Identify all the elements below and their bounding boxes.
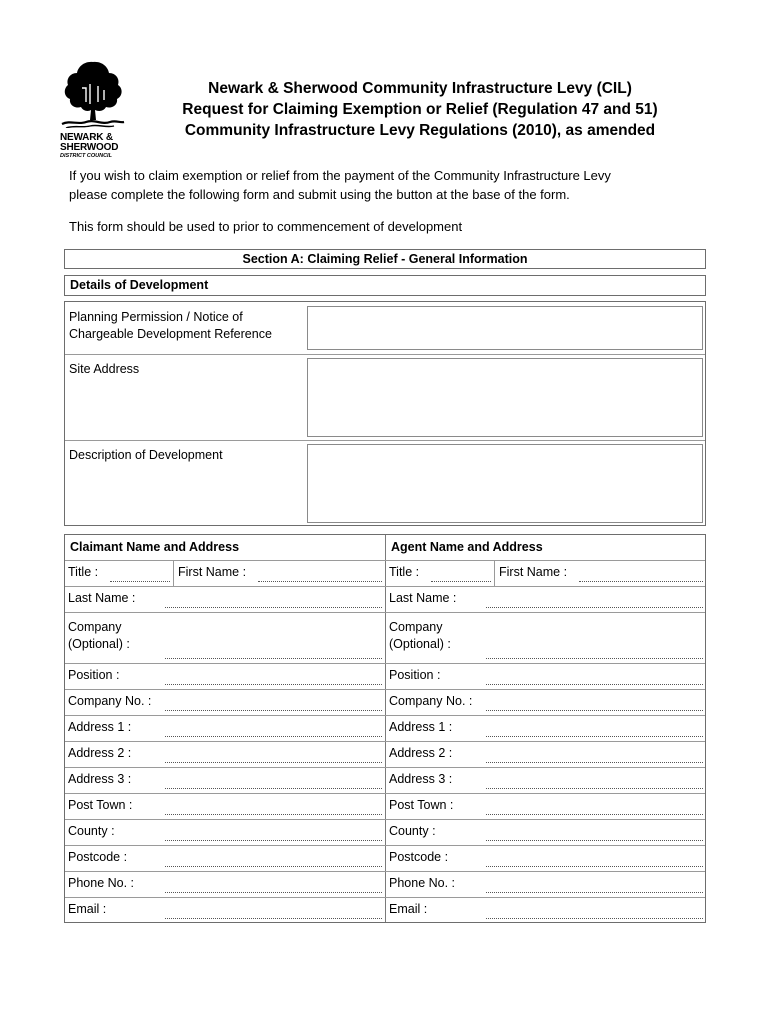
claimant-company-no-field[interactable]	[165, 710, 382, 711]
claimant-postcode-field[interactable]	[165, 866, 382, 867]
site-address-label: Site Address	[69, 362, 140, 376]
agent-address3-field[interactable]	[486, 788, 703, 789]
claimant-address1-field[interactable]	[165, 736, 382, 737]
claimant-company-field[interactable]	[165, 658, 382, 659]
row-divider	[65, 793, 705, 794]
claimant-company-label-line-1: Company	[68, 620, 122, 634]
claimant-company-label	[68, 619, 130, 653]
agent-position-label: Position :	[389, 668, 441, 682]
site-address-field[interactable]	[307, 358, 703, 437]
agent-postcode-field[interactable]	[486, 866, 703, 867]
agent-email-field[interactable]	[486, 918, 703, 919]
title-divider	[494, 560, 495, 586]
agent-company-label-line-1: Company	[389, 620, 443, 634]
agent-first-name-label: First Name :	[499, 565, 568, 579]
claimant-email-field[interactable]	[165, 918, 382, 919]
claimant-company-label-line-2: (Optional) :	[68, 637, 130, 651]
intro-line-3: This form should be used to prior to commencement of development	[69, 219, 463, 234]
agent-phone-field[interactable]	[486, 892, 703, 893]
claimant-address3-label: Address 3 :	[68, 772, 132, 786]
row-divider	[65, 689, 705, 690]
planning-reference-label	[69, 309, 272, 343]
title-line-1: Newark & Sherwood Community Infrastructure Levy (CIL)	[208, 80, 632, 97]
details-heading: Details of Development	[64, 275, 706, 296]
claimant-title-field[interactable]	[110, 581, 170, 582]
agent-last-name-field[interactable]	[486, 607, 703, 608]
description-field[interactable]	[307, 444, 703, 523]
row-divider	[65, 612, 705, 613]
claimant-address3-field[interactable]	[165, 788, 382, 789]
logo-line-1: NEWARK &	[60, 132, 113, 143]
development-details-box	[64, 301, 706, 526]
row-divider	[65, 663, 705, 664]
agent-company-no-field[interactable]	[486, 710, 703, 711]
description-label: Description of Development	[69, 448, 223, 462]
claimant-email-label: Email :	[68, 902, 107, 916]
claimant-post-town-label: Post Town :	[68, 798, 133, 812]
title-line-3: Community Infrastructure Levy Regulations (2010), as amended	[184, 122, 656, 139]
claimant-county-field[interactable]	[165, 840, 382, 841]
claimant-address1-label: Address 1 :	[68, 720, 132, 734]
agent-email-label: Email :	[389, 902, 428, 916]
agent-postcode-label: Postcode :	[389, 850, 449, 864]
page-title	[150, 78, 690, 141]
agent-company-no-label: Company No. :	[389, 694, 473, 708]
agent-address2-label: Address 2 :	[389, 746, 453, 760]
planning-reference-field[interactable]	[307, 306, 703, 350]
agent-address3-label: Address 3 :	[389, 772, 453, 786]
agent-county-label: County :	[389, 824, 436, 838]
agent-post-town-field[interactable]	[486, 814, 703, 815]
row-divider	[65, 871, 705, 872]
claimant-heading: Claimant Name and Address	[70, 540, 240, 554]
claimant-address2-label: Address 2 :	[68, 746, 132, 760]
agent-heading: Agent Name and Address	[391, 540, 543, 554]
agent-address2-field[interactable]	[486, 762, 703, 763]
row-divider	[65, 715, 705, 716]
agent-first-name-field[interactable]	[579, 581, 703, 582]
claimant-first-name-field[interactable]	[258, 581, 382, 582]
agent-company-label	[389, 619, 451, 653]
claimant-last-name-label: Last Name :	[68, 591, 136, 605]
claimant-phone-label: Phone No. :	[68, 876, 135, 890]
planning-reference-label-line-1: Planning Permission / Notice of	[69, 310, 243, 324]
row-divider	[65, 741, 705, 742]
claimant-postcode-label: Postcode :	[68, 850, 128, 864]
claimant-last-name-field[interactable]	[165, 607, 382, 608]
claimant-company-no-label: Company No. :	[68, 694, 152, 708]
council-logo	[60, 58, 130, 160]
agent-title-label: Title :	[389, 565, 420, 579]
claimant-position-field[interactable]	[165, 684, 382, 685]
logo-line-3: DISTRICT COUNCIL	[60, 153, 112, 159]
agent-title-field[interactable]	[431, 581, 491, 582]
claimant-phone-field[interactable]	[165, 892, 382, 893]
claimant-first-name-label: First Name :	[178, 565, 247, 579]
column-divider	[385, 535, 386, 922]
tree-icon	[60, 58, 126, 128]
agent-company-label-line-2: (Optional) :	[389, 637, 451, 651]
row-divider	[65, 819, 705, 820]
agent-address1-label: Address 1 :	[389, 720, 453, 734]
claimant-post-town-field[interactable]	[165, 814, 382, 815]
agent-address1-field[interactable]	[486, 736, 703, 737]
section-a-heading: Section A: Claiming Relief - General Information	[64, 249, 706, 269]
title-divider	[173, 560, 174, 586]
planning-reference-label-line-2: Chargeable Development Reference	[69, 327, 272, 341]
claimant-address2-field[interactable]	[165, 762, 382, 763]
intro-line-2: please complete the following form and submit using the button at the base of the form.	[69, 187, 570, 202]
row-divider	[65, 586, 705, 587]
logo-line-2: SHERWOOD	[60, 142, 119, 153]
row-divider	[65, 767, 705, 768]
claimant-title-label: Title :	[68, 565, 99, 579]
agent-phone-label: Phone No. :	[389, 876, 456, 890]
agent-post-town-label: Post Town :	[389, 798, 454, 812]
claimant-position-label: Position :	[68, 668, 120, 682]
title-line-2: Request for Claiming Exemption or Relief (Regulation 47 and 51)	[182, 101, 658, 118]
agent-last-name-label: Last Name :	[389, 591, 457, 605]
contact-details-table	[64, 534, 706, 923]
divider	[65, 440, 705, 441]
divider	[65, 354, 705, 355]
row-divider	[65, 560, 705, 561]
claimant-county-label: County :	[68, 824, 115, 838]
intro-text	[69, 166, 709, 204]
agent-county-field[interactable]	[486, 840, 703, 841]
agent-position-field[interactable]	[486, 684, 703, 685]
row-divider	[65, 897, 705, 898]
row-divider	[65, 845, 705, 846]
intro-line-1: If you wish to claim exemption or relief from the payment of the Community Infrastructure Levy	[69, 168, 611, 183]
agent-company-field[interactable]	[486, 658, 703, 659]
